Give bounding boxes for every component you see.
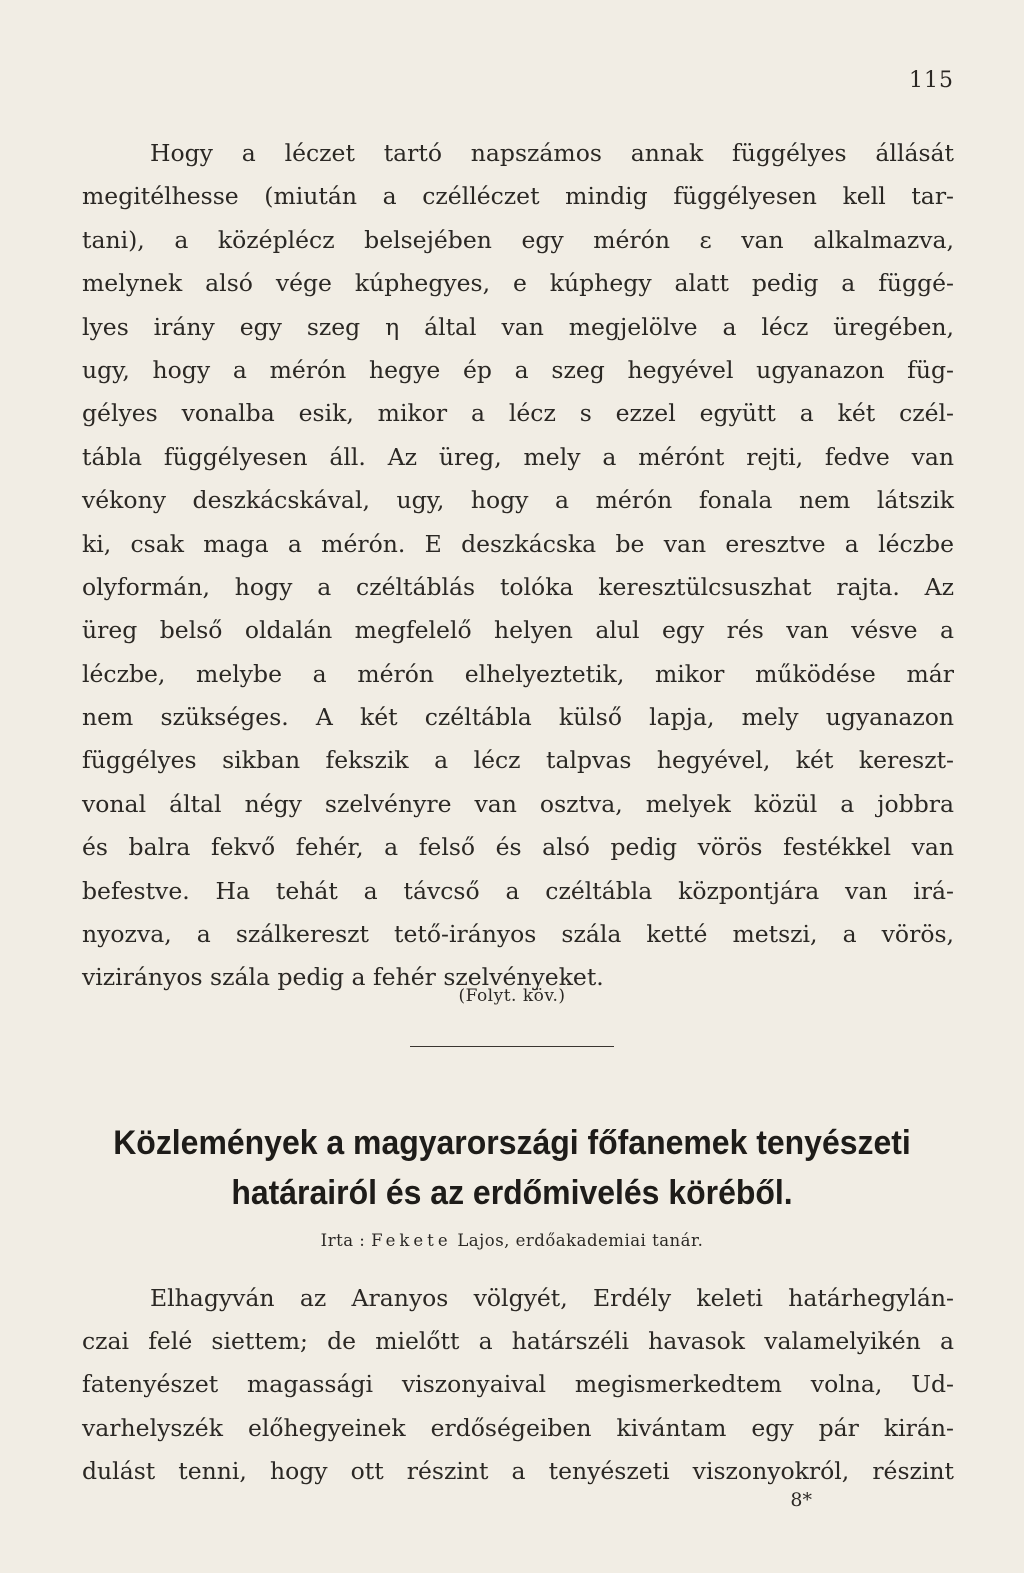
- text-line: vonal által négy szelvényre van osztva, melyek közül a jobbra: [82, 789, 954, 818]
- text-line: nem szükséges. A két czéltábla külső lapja, mely ugyanazon: [82, 703, 954, 732]
- continued-note: (Folyt. köv.): [458, 986, 566, 1006]
- text-line: vizirányos szála pedig a fehér szelvényeket.: [82, 963, 604, 992]
- text-line: léczbe, melybe a mérón elhelyeztetik, mikor működése már: [82, 659, 954, 688]
- text-line: függélyes sikban fekszik a lécz talpvas hegyével, két kereszt-: [82, 746, 954, 775]
- text-line: melynek alsó vége kúphegyes, e kúphegy alatt pedig a függé-: [82, 269, 954, 298]
- article-title: [31, 1118, 994, 1218]
- text-line: ugy, hogy a mérón hegye ép a szeg hegyével ugyanazon füg-: [82, 355, 954, 384]
- article-title-line: Közlemények a magyarországi főfanemek tenyészeti: [113, 1124, 911, 1162]
- text-line: gélyes vonalba esik, mikor a lécz s ezzel együtt a két czél-: [82, 399, 954, 428]
- text-line: dulást tenni, hogy ott részint a tenyészeti viszonyokról, részint: [82, 1456, 954, 1485]
- text-line: Hogy a léczet tartó napszámos annak függélyes állását: [150, 139, 954, 167]
- text-line: megitélhesse (miután a czélléczet mindig függélyesen kell tar-: [82, 182, 954, 211]
- text-line: Elhagyván az Aranyos völgyét, Erdély keleti határhegylán-: [150, 1284, 954, 1312]
- page-number: 115: [909, 68, 954, 93]
- text-line: tani), a középlécz belsejében egy mérón ε van alkalmazva,: [82, 225, 954, 254]
- text-line: ki, csak maga a mérón. E deszkácska be van eresztve a léczbe: [82, 529, 954, 558]
- text-line: vékony deszkácskával, ugy, hogy a mérón fonala nem látszik: [82, 486, 954, 515]
- text-line: lyes irány egy szeg η által van megjelölve a lécz üregében,: [82, 312, 954, 341]
- byline-rest: Lajos, erdőakademiai tanár.: [457, 1231, 704, 1250]
- text-line: befestve. Ha tehát a távcső a czéltábla központjára van irá-: [82, 876, 954, 905]
- text-line: nyozva, a szálkereszt tető-irányos szála ketté metszi, a vörös,: [82, 920, 954, 949]
- signature-mark: 8*: [790, 1489, 812, 1511]
- byline-prefix: Irta :: [320, 1231, 366, 1250]
- text-line: tábla függélyesen áll. Az üreg, mely a mérónt rejti, fedve van: [82, 442, 954, 471]
- byline-author: Fekete: [371, 1231, 452, 1250]
- section-divider: [410, 1046, 614, 1047]
- text-line: czai felé siettem; de mielőtt a határszéli havasok valamelyikén a: [82, 1327, 954, 1356]
- text-line: és balra fekvő fehér, a felső és alsó pedig vörös festékkel van: [82, 833, 954, 862]
- text-line: üreg belső oldalán megfelelő helyen alul egy rés van vésve a: [82, 616, 954, 645]
- article-body-continued: [82, 132, 954, 1000]
- text-line: fatenyészet magassági viszonyaival megismerkedtem volna, Ud-: [82, 1370, 954, 1399]
- article-body: [82, 1277, 954, 1493]
- text-line: varhelyszék előhegyeinek erdőségeiben kivántam egy pár kirán-: [82, 1413, 954, 1442]
- article-title-line: határairól és az erdőmivelés köréből.: [231, 1174, 793, 1212]
- text-line: olyformán, hogy a czéltáblás tolóka keresztülcsuszhat rajta. Az: [82, 572, 954, 601]
- author-byline: [0, 1231, 1024, 1250]
